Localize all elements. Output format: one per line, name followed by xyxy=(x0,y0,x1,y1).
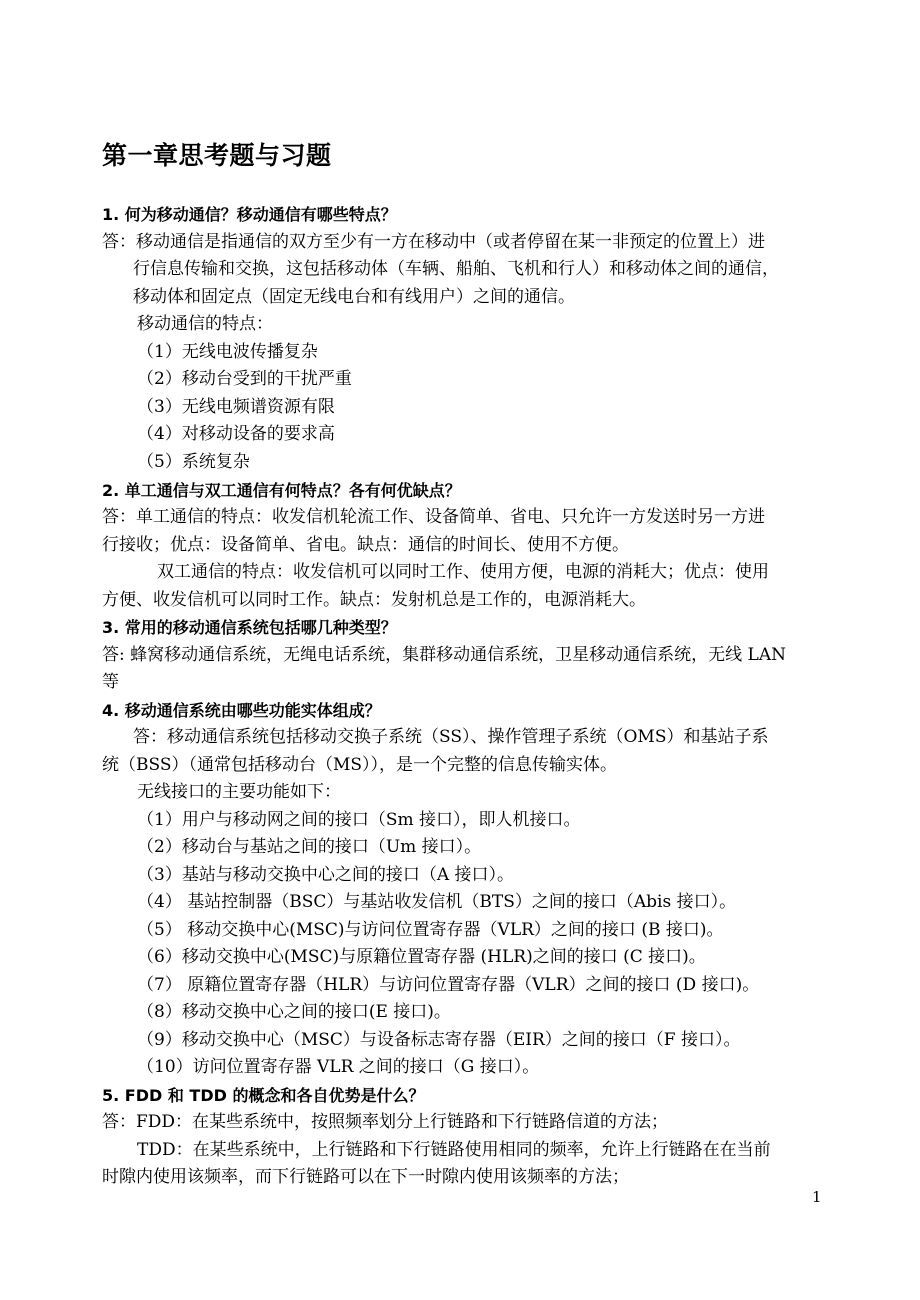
question-3: 3. 常用的移动通信系统包括哪几种类型？ xyxy=(102,618,397,637)
answer-line: 无线接口的主要功能如下： xyxy=(137,782,341,802)
page-number: 1 xyxy=(812,1188,822,1206)
answer-line: 移动通信的特点： xyxy=(137,314,273,334)
list-item: （4）对移动设备的要求高 xyxy=(137,424,335,444)
answer-line: 答: 蜂窝移动通信系统，无绳电话系统，集群移动通信系统，卫星移动通信系统，无线 LAN xyxy=(102,645,786,665)
answer-line: 行信息传输和交换，这包括移动体（车辆、船舶、飞机和行人）和移动体之间的通信， xyxy=(133,259,779,279)
answer-line: 时隙内使用该频率，而下行链路可以在下一时隙内使用该频率的方法； xyxy=(102,1167,629,1187)
list-item: （5） 移动交换中心(MSC)与访问位置寄存器（VLR）之间的接口 (B 接口)。 xyxy=(137,920,724,940)
answer-line: 答：FDD：在某些系统中，按照频率划分上行链路和下行链路信道的方法； xyxy=(102,1112,669,1132)
answer-line: 行接收；优点：设备简单、省电。缺点：通信的时间长、使用不方便。 xyxy=(102,535,629,555)
answer-line: 统（BSS）（通常包括移动台（MS）），是一个完整的信息传输实体。 xyxy=(102,755,618,775)
list-item: （2）移动台受到的干扰严重 xyxy=(137,369,352,389)
answer-line: 移动体和固定点（固定无线电台和有线用户）之间的通信。 xyxy=(133,287,575,307)
answer-line: 答：移动通信是指通信的双方至少有一方在移动中（或者停留在某一非预定的位置上）进 xyxy=(102,232,765,252)
question-5: 5. FDD 和 TDD 的概念和各自优势是什么？ xyxy=(102,1086,425,1105)
answer-line: 双工通信的特点：收发信机可以同时工作、使用方便，电源的消耗大；优点：使用 xyxy=(157,562,769,582)
answer-line: TDD：在某些系统中，上行链路和下行链路使用相同的频率，允许上行链路在在当前 xyxy=(137,1140,771,1160)
answer-line: 方便、收发信机可以同时工作。缺点：发射机总是工作的，电源消耗大。 xyxy=(102,590,646,610)
list-item: （9）移动交换中心（MSC）与设备标志寄存器（EIR）之间的接口（F 接口）。 xyxy=(137,1030,741,1050)
answer-line: 答：单工通信的特点：收发信机轮流工作、设备简单、省电、只允许一方发送时另一方进 xyxy=(102,507,765,527)
question-2: 2. 单工通信与双工通信有何特点？各有何优缺点？ xyxy=(102,481,461,500)
list-item: （1）用户与移动网之间的接口（Sm 接口），即人机接口。 xyxy=(137,810,581,830)
list-item: （7） 原籍位置寄存器（HLR）与访问位置寄存器（VLR）之间的接口 (D 接口)。 xyxy=(137,975,760,995)
list-item: （2）移动台与基站之间的接口（Um 接口）。 xyxy=(137,837,482,857)
question-1: 1. 何为移动通信？移动通信有哪些特点？ xyxy=(102,205,397,224)
list-item: （5）系统复杂 xyxy=(137,452,250,472)
list-item: （3）基站与移动交换中心之间的接口（A 接口）。 xyxy=(137,865,514,885)
list-item: （3）无线电频谱资源有限 xyxy=(137,397,335,417)
question-4: 4. 移动通信系统由哪些功能实体组成？ xyxy=(102,701,381,720)
list-item: （6）移动交换中心(MSC)与原籍位置寄存器 (HLR)之间的接口 (C 接口)。 xyxy=(137,947,706,967)
answer-line: 答：移动通信系统包括移动交换子系统（SS）、操作管理子系统（OMS）和基站子系 xyxy=(133,727,769,747)
list-item: （1）无线电波传播复杂 xyxy=(137,342,318,362)
list-item: （4） 基站控制器（BSC）与基站收发信机（BTS）之间的接口（Abis 接口）。 xyxy=(137,892,737,912)
list-item: （8）移动交换中心之间的接口(E 接口)。 xyxy=(137,1002,451,1022)
page-title: 第一章思考题与习题 xyxy=(102,141,332,170)
answer-line: 等 xyxy=(102,672,119,692)
list-item: （10）访问位置寄存器 VLR 之间的接口（G 接口）。 xyxy=(137,1057,540,1077)
